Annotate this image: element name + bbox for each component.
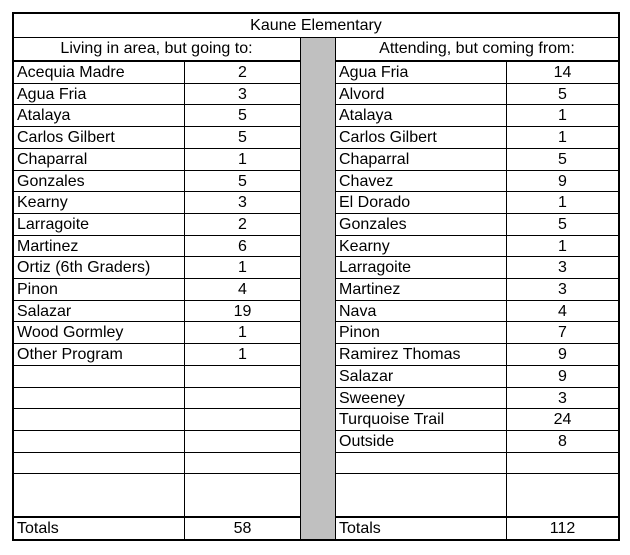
right-student-count: 14: [553, 64, 572, 81]
left-row-line: [14, 452, 301, 453]
left-school-name: Other Program: [17, 346, 123, 363]
right-student-count: 1: [558, 107, 567, 124]
right-totals-value: 112: [549, 520, 576, 537]
left-column-header: Living in area, but going to:: [60, 40, 253, 57]
left-school-name: Carlos Gilbert: [17, 129, 115, 146]
column-divider: [300, 38, 336, 539]
right-school-name: El Dorado: [339, 194, 411, 211]
right-student-count: 8: [558, 433, 567, 450]
right-school-name: Larragoite: [339, 259, 412, 276]
left-row-line: [14, 430, 301, 431]
right-student-count: 3: [558, 390, 567, 407]
right-school-name: Agua Fria: [339, 64, 409, 81]
left-totals-value: 58: [233, 520, 252, 537]
left-school-name: Wood Gormley: [17, 324, 124, 341]
left-row-line: [14, 387, 301, 388]
left-student-count: 5: [238, 129, 247, 146]
left-student-count: 3: [238, 194, 247, 211]
right-student-count: 9: [558, 346, 567, 363]
left-student-count: 1: [238, 324, 247, 341]
left-student-count: 2: [238, 216, 247, 233]
left-student-count: 19: [233, 303, 252, 320]
right-row-line: [335, 473, 618, 474]
left-totals-label: Totals: [17, 520, 59, 537]
left-student-count: 5: [238, 107, 247, 124]
right-student-count: 1: [558, 129, 567, 146]
left-school-name: Martinez: [17, 238, 79, 255]
left-student-count: 1: [238, 346, 247, 363]
right-school-name: Turquoise Trail: [339, 411, 445, 428]
right-totals-label: Totals: [339, 520, 381, 537]
left-school-name: Pinon: [17, 281, 58, 298]
left-student-count: 4: [238, 281, 247, 298]
left-school-name: Larragoite: [17, 216, 90, 233]
left-school-name: Chaparral: [17, 151, 88, 168]
left-school-name: Acequia Madre: [17, 64, 125, 81]
left-student-count: 6: [238, 238, 247, 255]
right-school-name: Gonzales: [339, 216, 407, 233]
left-row-line: [14, 408, 301, 409]
right-student-count: 5: [558, 86, 567, 103]
right-column-header: Attending, but coming from:: [379, 40, 575, 57]
right-school-name: Atalaya: [339, 107, 393, 124]
right-school-name: Pinon: [339, 324, 380, 341]
right-student-count: 3: [558, 281, 567, 298]
left-row-line: [14, 473, 301, 474]
right-student-count: 4: [558, 303, 567, 320]
right-student-count: 1: [558, 238, 567, 255]
right-school-name: Carlos Gilbert: [339, 129, 437, 146]
left-student-count: 1: [238, 259, 247, 276]
left-school-name: Agua Fria: [17, 86, 87, 103]
right-school-name: Alvord: [339, 86, 385, 103]
right-student-count: 9: [558, 368, 567, 385]
left-student-count: 1: [238, 151, 247, 168]
right-school-name: Ramirez Thomas: [339, 346, 461, 363]
left-school-name: Ortiz (6th Graders): [17, 259, 151, 276]
right-school-name: Kearny: [339, 238, 390, 255]
right-school-name: Martinez: [339, 281, 401, 298]
right-school-name: Chavez: [339, 173, 394, 190]
right-student-count: 9: [558, 173, 567, 190]
left-row-line: [14, 365, 301, 366]
right-student-count: 3: [558, 259, 567, 276]
left-school-name: Salazar: [17, 303, 72, 320]
enrollment-table: [12, 12, 620, 541]
left-school-name: Atalaya: [17, 107, 71, 124]
left-student-count: 2: [238, 64, 247, 81]
right-student-count: 1: [558, 194, 567, 211]
right-row-line: [335, 452, 618, 453]
right-school-name: Chaparral: [339, 151, 410, 168]
left-school-name: Gonzales: [17, 173, 85, 190]
right-school-name: Sweeney: [339, 390, 405, 407]
right-school-name: Salazar: [339, 368, 394, 385]
table-title: Kaune Elementary: [250, 17, 382, 34]
right-student-count: 5: [558, 151, 567, 168]
right-school-name: Outside: [339, 433, 395, 450]
title-separator-line: [14, 37, 618, 38]
right-student-count: 5: [558, 216, 567, 233]
left-school-name: Kearny: [17, 194, 68, 211]
right-student-count: 24: [553, 411, 572, 428]
left-student-count: 5: [238, 173, 247, 190]
right-student-count: 7: [558, 324, 567, 341]
left-student-count: 3: [238, 86, 247, 103]
right-school-name: Nava: [339, 303, 377, 320]
